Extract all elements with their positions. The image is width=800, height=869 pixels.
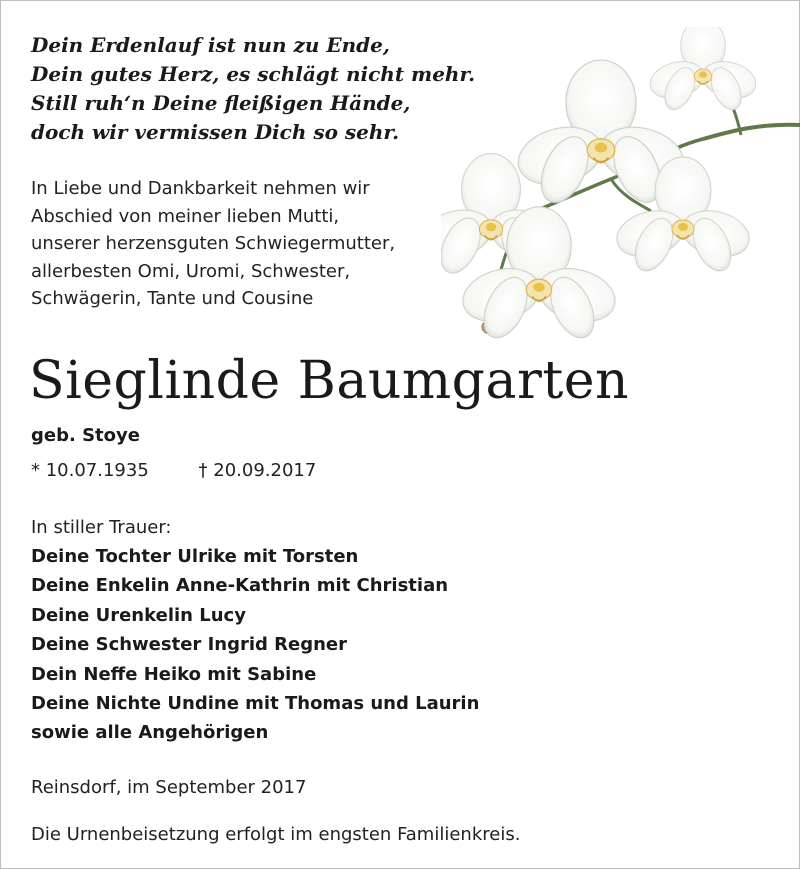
mourner-line: Dein Neffe Heiko mit Sabine [31, 663, 317, 685]
death-date: † 20.09.2017 [198, 460, 317, 481]
mourner-line: sowie alle Angehörigen [31, 722, 269, 744]
orchid-image [441, 27, 800, 347]
mourner-line: Deine Schwester Ingrid Regner [31, 634, 348, 656]
poem-line: Still ruh‘n Deine fleißigen Hände, [31, 91, 411, 115]
mourner-line: Deine Enkelin Anne-Kathrin mit Christian [31, 575, 449, 597]
intro-text [31, 175, 471, 313]
life-dates [31, 457, 316, 485]
mourner-line: Deine Urenkelin Lucy [31, 604, 246, 626]
poem [31, 31, 475, 147]
mourners-section [31, 513, 479, 748]
intro-line: Abschied von meiner lieben Mutti, [31, 205, 340, 227]
poem-line: Dein gutes Herz, es schlägt nicht mehr. [31, 62, 476, 86]
intro-line: allerbesten Omi, Uromi, Schwester, [31, 260, 351, 282]
intro-line: In Liebe und Dankbarkeit nehmen wir [31, 178, 370, 199]
poem-line: Dein Erdenlauf ist nun zu Ende, [31, 33, 390, 57]
intro-line: unserer herzensguten Schwiegermutter, [31, 233, 396, 254]
birth-date: * 10.07.1935 [31, 460, 149, 481]
burial-note: Die Urnenbeisetzung erfolgt im engsten Familienkreis. [31, 824, 521, 845]
mourner-line: Deine Nichte Undine mit Thomas und Laurin [31, 693, 480, 715]
intro-line: Schwägerin, Tante und Cousine [31, 288, 314, 309]
place-date: Reinsdorf, im September 2017 [31, 777, 307, 798]
mourner-line: Deine Tochter Ulrike mit Torsten [31, 546, 359, 567]
mourners-label: In stiller Trauer: [31, 517, 172, 538]
poem-line: doch wir vermissen Dich so sehr. [31, 120, 400, 144]
deceased-name: Sieglinde Baumgarten [29, 351, 629, 411]
birth-name: geb. Stoye [31, 425, 140, 446]
